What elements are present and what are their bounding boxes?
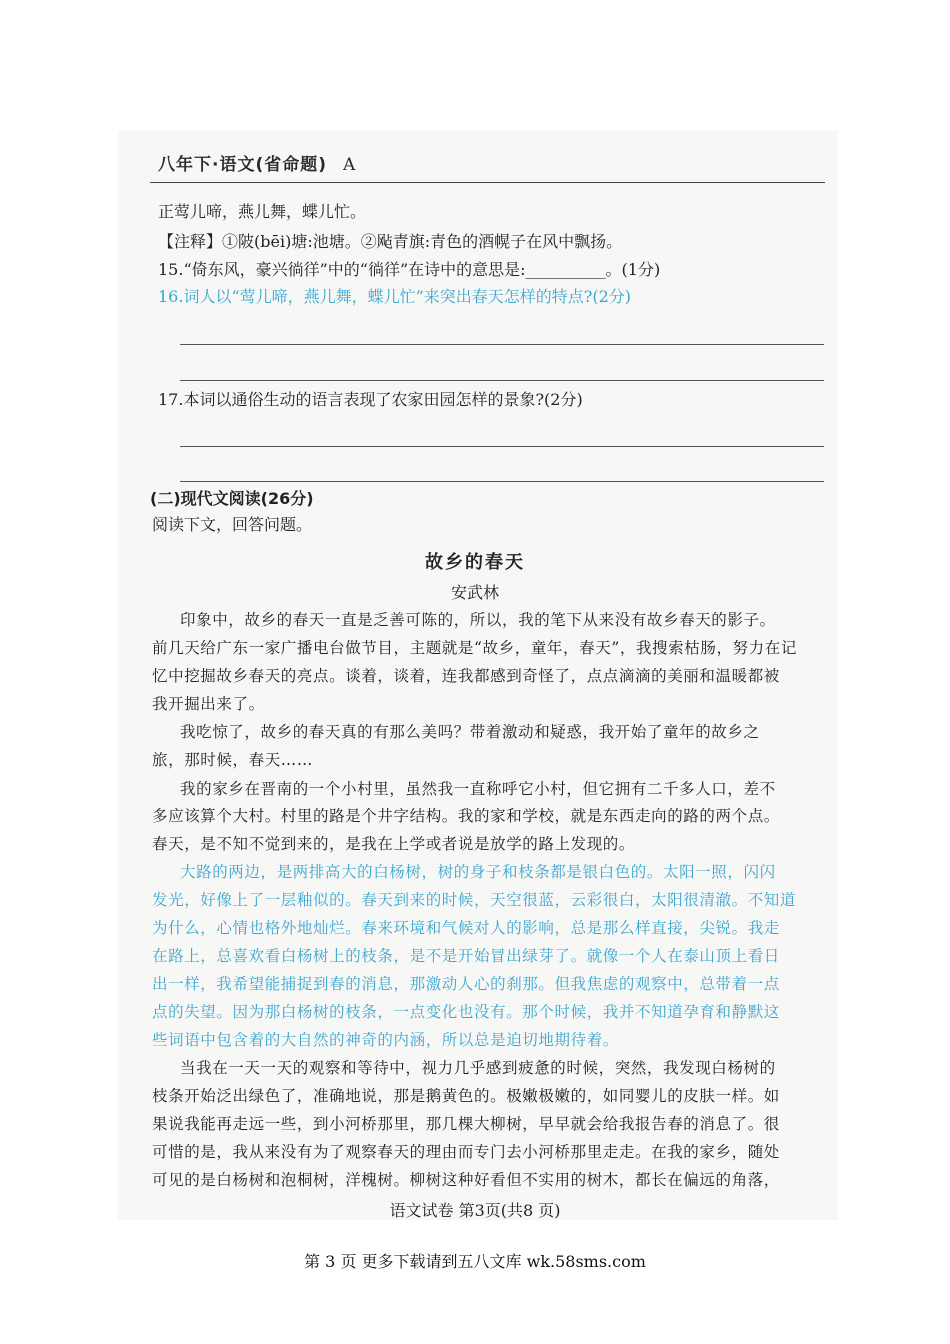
- article-line: 前几天给广东一家广播电台做节目，主题就是“故乡，童年，春天”，我搜索枯肠，努力在记: [152, 639, 797, 657]
- article-line: 我开掘出来了。: [152, 695, 265, 713]
- article-line: 当我在一天一天的观察和等待中，视力几乎感到疲惫的时候，突然，我发现白杨树的: [180, 1059, 776, 1077]
- article-line: 旅，那时候，春天……: [152, 751, 314, 769]
- question-15: 15.“倚东风，豪兴徜徉”中的“徜徉”在诗中的意思是:__________。(1分): [158, 260, 661, 279]
- answer-line[interactable]: [180, 380, 824, 381]
- header-rule: [150, 182, 825, 183]
- poem-notes: 【注释】①陂(bēi)塘:池塘。②飐青旗:青色的酒幌子在风中飘扬。: [158, 232, 623, 251]
- article-line: 枝条开始泛出绿色了，准确地说，那是鹅黄色的。极嫩极嫩的，如同婴儿的皮肤一样。如: [152, 1087, 780, 1105]
- article-line: 出一样，我希望能捕捉到春的消息，那激动人心的刹那。但我焦虑的观察中，总带着一点: [152, 975, 780, 993]
- article-line: 我的家乡在晋南的一个小村里，虽然我一直称呼它小村，但它拥有二千多人口，差不: [180, 780, 776, 798]
- article-line: 多应该算个大村。村里的路是个井字结构。我的家和学校，就是东西走向的路的两个点。: [152, 807, 780, 825]
- article-line: 点的失望。因为那白杨树的枝条，一点变化也没有。那个时候，我并不知道孕育和静默这: [152, 1003, 780, 1021]
- header-version: A: [343, 155, 357, 175]
- answer-line[interactable]: [180, 446, 824, 447]
- article-line: 春天，是不知不觉到来的，是我在上学或者说是放学的路上发现的。: [152, 835, 636, 853]
- poem-last-line: 正莺儿啼，燕儿舞，蝶儿忙。: [158, 202, 367, 221]
- header-title: 八年下·语文(省命题): [158, 155, 327, 175]
- article-line: 忆中挖掘故乡春天的亮点。谈着，谈着，连我都感到奇怪了，点点滴滴的美丽和温暖都被: [152, 667, 780, 685]
- article-line: 为什么，心情也格外地灿烂。春来环境和气候对人的影响，总是那么样直接，尖锐。我走: [152, 919, 780, 937]
- answer-line[interactable]: [180, 481, 824, 482]
- article-line: 印象中，故乡的春天一直是乏善可陈的，所以，我的笔下从来没有故乡春天的影子。: [180, 611, 776, 629]
- article-line: 果说我能再走远一些，到小河桥那里，那几棵大柳树，早早就会给我报告春的消息了。很: [152, 1115, 780, 1133]
- question-17: 17.本词以通俗生动的语言表现了农家田园怎样的景象?(2分): [158, 390, 583, 409]
- question-16: 16.词人以“莺儿啼，燕儿舞，蝶儿忙”来突出春天怎样的特点?(2分): [158, 287, 632, 306]
- exam-page-number: 语文试卷 第3页(共8 页): [389, 1201, 561, 1220]
- page-header: [158, 150, 356, 175]
- article-line: 可惜的是，我从来没有为了观察春天的理由而专门去小河桥那里走走。在我的家乡，随处: [152, 1143, 780, 1161]
- article-line: 在路上，总喜欢看白杨树上的枝条，是不是开始冒出绿芽了。就像一个人在泰山顶上看日: [152, 947, 780, 965]
- section-instruction: 阅读下文，回答问题。: [152, 515, 313, 534]
- article-line: 可见的是白杨树和泡桐树，洋槐树。柳树这种好看但不实用的树木，都长在偏远的角落，: [152, 1171, 780, 1189]
- article-author: 安武林: [450, 583, 499, 602]
- article-title: 故乡的春天: [425, 552, 525, 573]
- answer-line[interactable]: [180, 344, 824, 345]
- article-line: 些词语中包含着的大自然的神奇的内涵，所以总是迫切地期待着。: [152, 1031, 619, 1049]
- page-footer: 第 3 页 更多下载请到五八文库 wk.58sms.com: [304, 1252, 646, 1271]
- article-line: 大路的两边，是两排高大的白杨树，树的身子和枝条都是银白色的。太阳一照，闪闪: [180, 863, 776, 881]
- section-heading: (二)现代文阅读(26分): [150, 489, 314, 508]
- article-line: 发光，好像上了一层釉似的。春天到来的时候，天空很蓝，云彩很白，太阳很清澈。不知道: [152, 891, 797, 909]
- article-line: 我吃惊了，故乡的春天真的有那么美吗？带着激动和疑惑，我开始了童年的故乡之: [180, 723, 760, 741]
